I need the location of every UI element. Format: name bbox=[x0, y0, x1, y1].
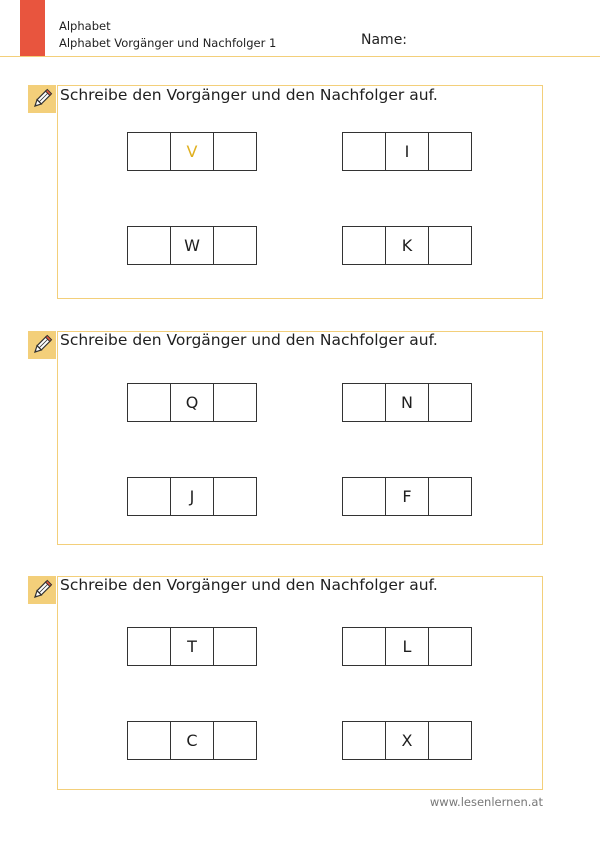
successor-box[interactable] bbox=[213, 722, 256, 759]
given-letter: T bbox=[170, 628, 213, 665]
given-letter: Q bbox=[170, 384, 213, 421]
predecessor-box[interactable] bbox=[128, 478, 170, 515]
header-divider bbox=[0, 56, 600, 57]
predecessor-box[interactable] bbox=[343, 227, 385, 264]
worksheet-category: Alphabet bbox=[59, 19, 111, 33]
exercise-instruction-1: Schreibe den Vorgänger und den Nachfolger auf. bbox=[60, 86, 438, 104]
predecessor-box[interactable] bbox=[343, 384, 385, 421]
header-accent-tab bbox=[20, 0, 45, 56]
predecessor-box[interactable] bbox=[128, 227, 170, 264]
letter-group bbox=[127, 132, 257, 171]
letter-group bbox=[342, 383, 472, 422]
exercise-instruction-3: Schreibe den Vorgänger und den Nachfolger auf. bbox=[60, 576, 438, 594]
given-letter: N bbox=[385, 384, 428, 421]
exercise-box-1 bbox=[57, 85, 543, 299]
footer-website: www.lesenlernen.at bbox=[429, 795, 543, 809]
given-letter: J bbox=[170, 478, 213, 515]
letter-group bbox=[127, 721, 257, 760]
name-label: Name: bbox=[361, 32, 408, 48]
letter-group bbox=[342, 721, 472, 760]
predecessor-box[interactable] bbox=[343, 722, 385, 759]
given-letter: C bbox=[170, 722, 213, 759]
letter-group bbox=[127, 477, 257, 516]
successor-box[interactable] bbox=[428, 133, 471, 170]
given-letter: F bbox=[385, 478, 428, 515]
given-letter: I bbox=[385, 133, 428, 170]
successor-box[interactable] bbox=[428, 478, 471, 515]
successor-box[interactable] bbox=[428, 722, 471, 759]
successor-box[interactable] bbox=[213, 227, 256, 264]
given-letter: L bbox=[385, 628, 428, 665]
predecessor-box[interactable] bbox=[343, 478, 385, 515]
successor-box[interactable] bbox=[428, 227, 471, 264]
letter-group bbox=[342, 226, 472, 265]
letter-group bbox=[127, 226, 257, 265]
predecessor-box[interactable] bbox=[128, 722, 170, 759]
pencil-icon bbox=[28, 331, 56, 359]
successor-box[interactable] bbox=[428, 628, 471, 665]
successor-box[interactable] bbox=[428, 384, 471, 421]
worksheet-title: Alphabet Vorgänger und Nachfolger 1 bbox=[59, 36, 277, 50]
predecessor-box[interactable] bbox=[343, 133, 385, 170]
predecessor-box[interactable] bbox=[128, 133, 170, 170]
letter-group bbox=[342, 627, 472, 666]
letter-group bbox=[127, 627, 257, 666]
letter-group bbox=[342, 477, 472, 516]
exercise-instruction-2: Schreibe den Vorgänger und den Nachfolger auf. bbox=[60, 331, 438, 349]
pencil-icon bbox=[28, 85, 56, 113]
letter-group bbox=[342, 132, 472, 171]
successor-box[interactable] bbox=[213, 384, 256, 421]
letter-group bbox=[127, 383, 257, 422]
given-letter: X bbox=[385, 722, 428, 759]
successor-box[interactable] bbox=[213, 628, 256, 665]
predecessor-box[interactable] bbox=[343, 628, 385, 665]
given-letter: V bbox=[170, 133, 213, 170]
successor-box[interactable] bbox=[213, 133, 256, 170]
successor-box[interactable] bbox=[213, 478, 256, 515]
predecessor-box[interactable] bbox=[128, 384, 170, 421]
given-letter: K bbox=[385, 227, 428, 264]
predecessor-box[interactable] bbox=[128, 628, 170, 665]
given-letter: W bbox=[170, 227, 213, 264]
pencil-icon bbox=[28, 576, 56, 604]
